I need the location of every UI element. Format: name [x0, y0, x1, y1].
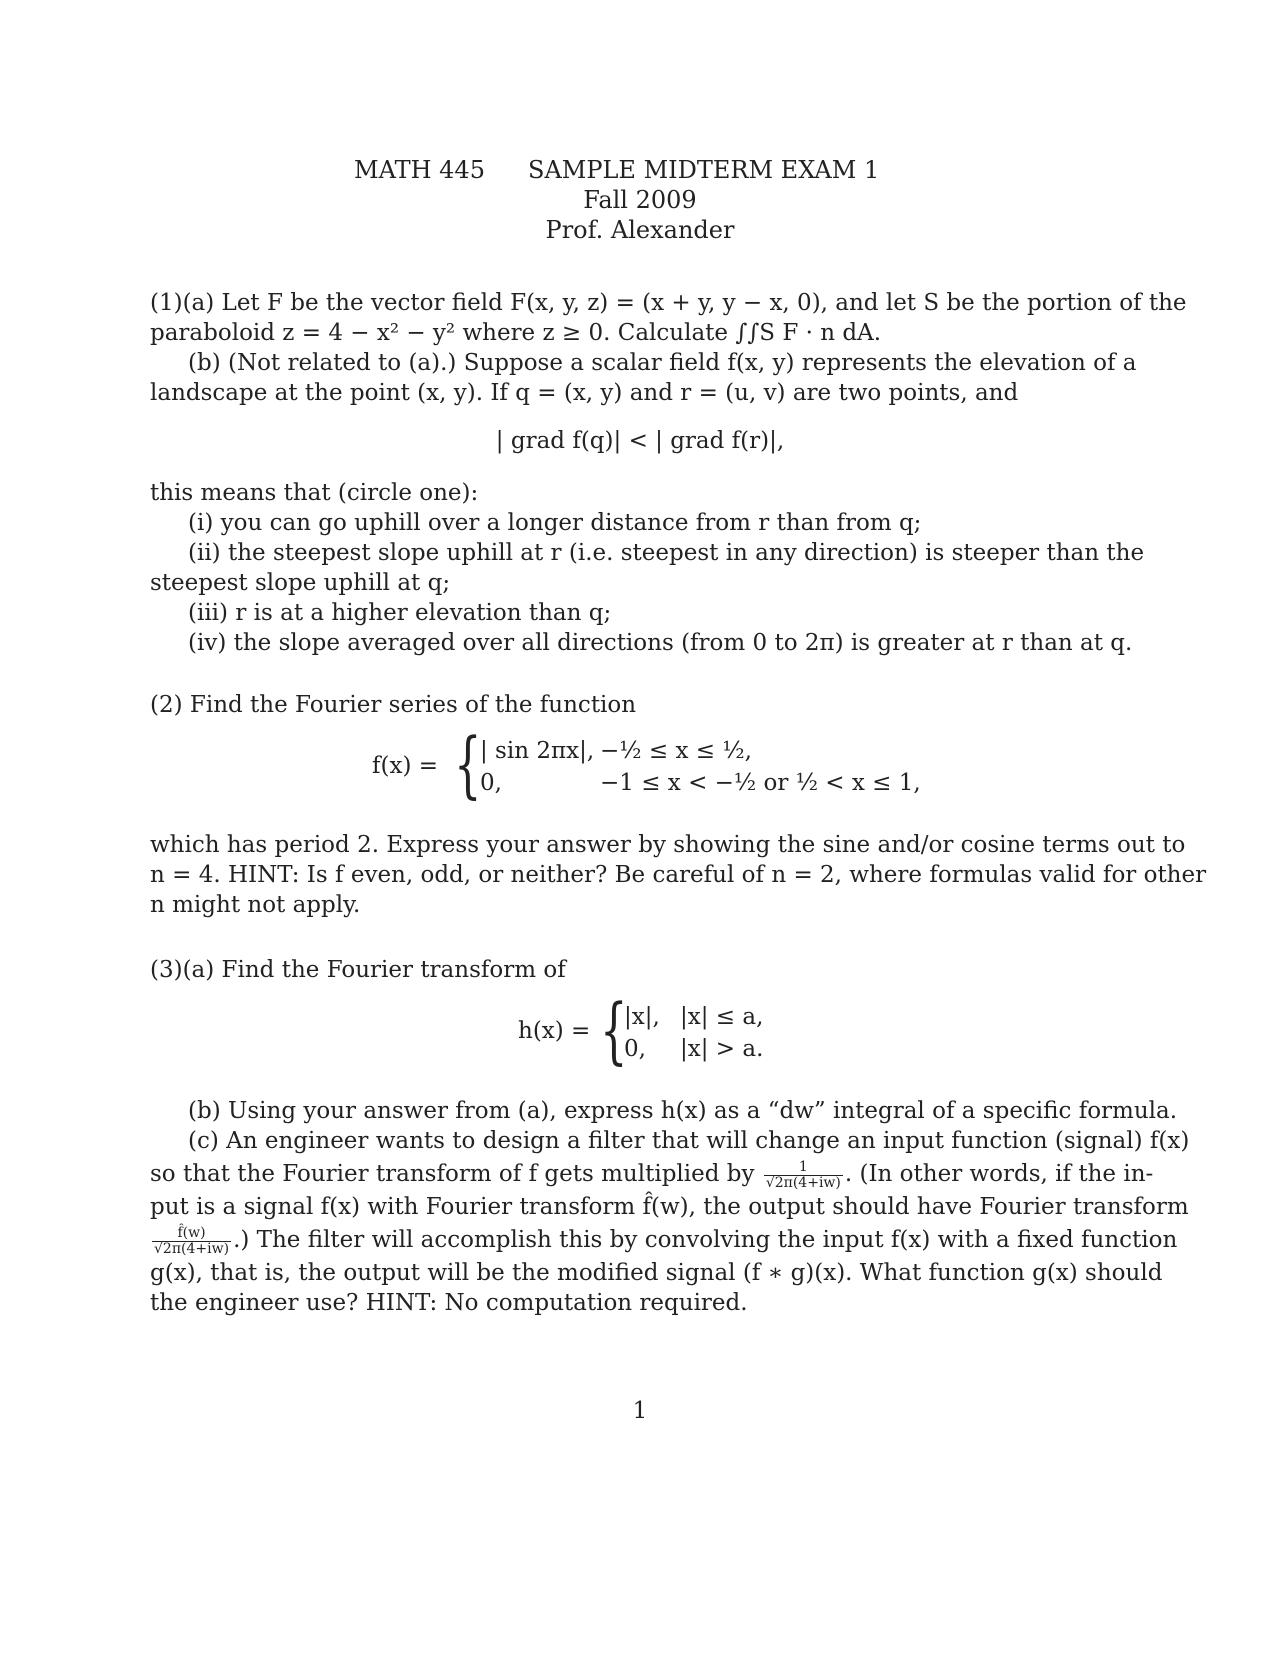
exam-title: SAMPLE MIDTERM EXAM 1	[528, 156, 880, 184]
question-1	[150, 288, 1187, 408]
q2-case-1-value: | sin 2πx|,	[480, 738, 595, 764]
q1-option-ii-line-1: (ii) the steepest slope uphill at r (i.e. steepest in any direction) is steeper than the	[188, 540, 1145, 566]
q3-case-1-value: |x|,	[624, 1004, 660, 1030]
question-2-body	[150, 830, 1207, 920]
q1a-line-1: (1)(a) Let F be the vector field F(x, y, z) = (x + y, y − x, 0), and let S be the portion of the	[150, 290, 1187, 316]
q2-text-line-3: n might not apply.	[150, 892, 361, 918]
q3-case-2-value: 0,	[624, 1036, 646, 1062]
q3b-text: (b) Using your answer from (a), express h(x) as a “dw” integral of a specific formula.	[188, 1098, 1178, 1124]
q3c-line-1: (c) An engineer wants to design a filter that will change an input function (signal) f(x)	[188, 1128, 1190, 1154]
q1b-line-1: (b) (Not related to (a).) Suppose a scalar field f(x, y) represents the elevation of a	[188, 350, 1137, 376]
q1-option-iii: (iii) r is at a higher elevation than q;	[188, 600, 612, 626]
q1-option-ii-line-2: steepest slope uphill at q;	[150, 570, 451, 596]
q2-function-lhs: f(x) =	[372, 753, 439, 779]
q1b-line-2: landscape at the point (x, y). If q = (x, y) and r = (u, v) are two points, and	[150, 380, 1019, 406]
q3c-line-4-text: .) The filter will accomplish this by convolving the input f(x) with a fixed function	[233, 1227, 1178, 1253]
course-title: MATH 445	[354, 156, 485, 184]
exam-instructor: Prof. Alexander	[545, 216, 735, 244]
q2-intro-text: (2) Find the Fourier series of the function	[150, 692, 637, 718]
q3c-line-5: g(x), that is, the output will be the modified signal (f ∗ g)(x). What function g(x) should	[150, 1260, 1163, 1286]
q3c-line-2	[150, 1156, 1154, 1192]
q3c-line-3: put is a signal f(x) with Fourier transform f̂(w), the output should have Fourier transform	[150, 1194, 1189, 1220]
q3-function-lhs: h(x) =	[518, 1018, 591, 1044]
q3c-line-2-text: so that the Fourier transform of f gets multiplied by	[150, 1161, 755, 1187]
q3-case-2-condition: |x| > a.	[680, 1036, 764, 1062]
question-2-intro	[150, 690, 1130, 720]
question-3-body	[150, 1096, 1190, 1318]
q1-options	[150, 478, 1145, 658]
q1a-line-2: paraboloid z = 4 − x² − y² where z ≥ 0. Calculate ∫∫S F · n dA.	[150, 320, 882, 346]
q3c-multiplier-denominator: √2π(4+iw)	[765, 1174, 841, 1191]
q3c-line-2-tail: . (In other words, if the in-	[844, 1161, 1154, 1187]
q1-gradient-inequality: | grad f(q)| < | grad f(r)|,	[495, 428, 785, 454]
q3-intro-text: (3)(a) Find the Fourier transform of	[150, 957, 566, 983]
q2-brace: {	[454, 722, 482, 806]
q1-option-i: (i) you can go uphill over a longer distance from r than from q;	[188, 510, 922, 536]
q1-circle-instruction: this means that (circle one):	[150, 480, 479, 506]
q3c-multiplier-fraction	[764, 1160, 843, 1191]
q3-brace: {	[600, 988, 628, 1072]
q3c-output-numerator: f̂(w)	[152, 1226, 231, 1242]
q3c-output-denominator: √2π(4+iw)	[154, 1240, 230, 1257]
q3c-line-6: the engineer use? HINT: No computation required.	[150, 1290, 748, 1316]
exam-term: Fall 2009	[583, 186, 697, 214]
q3-case-1-condition: |x| ≤ a,	[680, 1004, 764, 1030]
page-number: 1	[632, 1398, 648, 1424]
q3c-multiplier-numerator: 1	[764, 1160, 843, 1176]
q2-case-2-value: 0,	[480, 770, 502, 796]
q2-text-line-1: which has period 2. Express your answer by showing the sine and/or cosine terms out to	[150, 832, 1186, 858]
q3c-line-4	[150, 1222, 1178, 1258]
q1-option-iv: (iv) the slope averaged over all directions (from 0 to 2π) is greater at r than at q.	[188, 630, 1133, 656]
question-3-intro	[150, 955, 1130, 985]
q2-text-line-2: n = 4. HINT: Is f even, odd, or neither? Be careful of n = 2, where formulas valid for other	[150, 862, 1207, 888]
q3c-output-fraction	[152, 1226, 231, 1257]
q2-case-2-condition: −1 ≤ x < −½ or ½ < x ≤ 1,	[600, 770, 921, 796]
q2-case-1-condition: −½ ≤ x ≤ ½,	[600, 738, 752, 764]
